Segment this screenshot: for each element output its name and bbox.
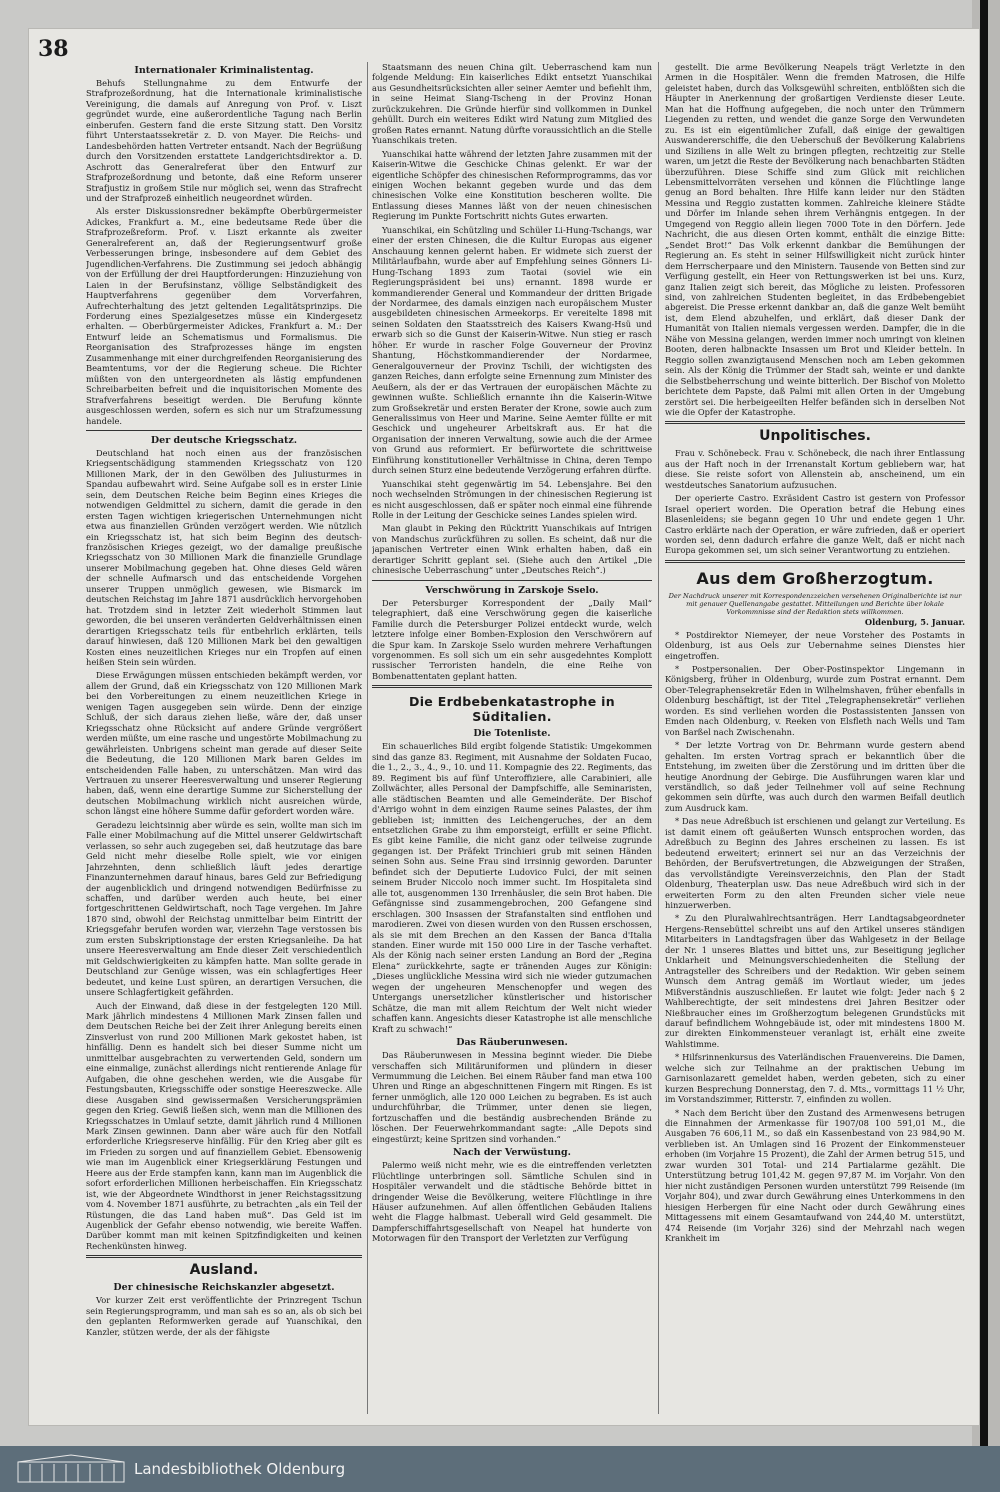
article-paragraph: Der operierte Castro. Exräsident Castro ist gestern von Professor Israel operiert worden. Die Operation betraf die Hebung eines Blasenleidens; sie begann gegen 10 Uhr und endete gegen 1 Uhr. Castro erklärte nach der Operation, er wäre zufrieden, daß er operiert worden sei, denn dadurch erfahre die ganze Welt, daß er nicht nach Europa gekommen sei, um sich seiner Verantwortung zu entziehen. [665,493,965,556]
reprint-note: Der Nachdruck unserer mit Korrespondenzzeichen versehenen Originalberichte ist nur mit genauer Quellenangabe gestattet. Mitteilungen und Berichte über lokale Vorkommnisse sind der Redaktion stets willkommen. [668,591,962,617]
divider [86,1255,362,1258]
divider [86,430,362,431]
divider [372,685,652,688]
ausland-heading: Ausland. [189,1262,259,1279]
unpolitisches-list [665,448,965,556]
article-paragraph: Der Petersburger Korrespondent der „Daily Mail“ telegraphiert, daß eine Verschwörung gegen die kaiserliche Familie durch die Petersburger Polizei entdeckt wurde, welch letztere infolge einer Bomben-Explosion den Verschwörern auf die Spur kam. In Zarskoje Sselo wurden mehrere Verhaftungen vorgenommen. Es soll sich um ein sehr ausgedehntes Komplott russischer Terroristen handeln, die eine Reihe von Bombenattentaten geplant hatten. [372,597,652,681]
article-title: Internationaler Kriminalistentag. [134,65,314,76]
article-paragraph: Yuanschikai, ein Schützling und Schüler Li-Hung-Tschangs, war einer der ersten Chinesen, die die Kultur Europas aus eigener Anschauung kennen gelernt haben. Er widmete sich zuerst der Militärlaufbahn, wurde aber auf Empfehlung seines Gönners Li-Hung-Tschang 1893 zum Taotai (soviel wie ein Regierungspräsident bei uns) ernannt. 1898 wurde er kommandierender General und Kommandeur der dritten Brigade der Nordarmee, des damals einzigen nach europäischem Muster ausgebildeten chinesischen Armeekorps. Er vereitelte 1898 mit seinen Soldaten den Staatsstreich des Kaisers Kwang-Hsü und erwarb sich so die Gunst der Kaiserin-Witwe. Nun stieg er rasch höher. Er wurde in rascher Folge Gouverneur der Provinz Shantung, Höchstkommandierender der Nordarmee, Generalgouverneur der Provinz Tschili, der wichtigsten des ganzen Reiches, dann erfolgte seine Ernennung zum Minister des Aeußern, als der er das Vertrauen der europäischen Mächte zu gewinnen wußte. Schließlich ernannte ihn die Kaiserin-Witwe zum Großsekretär und ersten Berater der Krone, sowie auch zum Generalissimus von Heer und Marine. Seine Aemter füllte er mit Geschick und ungeheurer Arbeitskraft aus. Er hat die Organisation der inneren Verwaltung, sowie auch die der Armee von Grund aus reformiert. Er befürwortete die schrittweise Einführung konstitutioneller Verhältnisse in China, deren Tempo durch seinen Sturz eine bedeutende Verzögerung erfahren dürfte. [372,224,652,476]
article-paragraph: Das Räuberunwesen in Messina beginnt wieder. Die Diebe verschaffen sich Militäruniformen und plündern in dieser Vermummung die Leichen. Bei einem Räuber fand man etwa 100 Uhren und Ringe an abgeschnittenen Fingern mit Ringen. Es ist ferner unmöglich, alle 120 000 Leichen zu begraben. Es ist auch undurchführbar, die Trümmer, unter denen sie liegen, fortzuschaffen und die beständig ausbrechenden Brände zu löschen. Der Feuerwehrkommandant sagte: „Alle Depots sind eingestürzt; keine Spritzen sind vorhanden.“ [372,1050,652,1144]
article-paragraph: * Zu den Pluralwahlrechtsanträgen. Herr Landtagsabgeordneter Hergens-Rensebüttel schreibt uns auf den Artikel unseres ständigen Mitarbeiters in Landtagsfragen über das Wahlgesetz in der Beilage der Nr. 1 unseres Blattes und bittet uns, zur Beseitigung jeglicher Unklarheit und Meinungsverschiedenheiten die Stellung der Antragsteller des Schreibers und der Redaktion. Wir geben seinem Wunsch dem Antrag gemäß im Wortlaut wieder, um jedes Mißverständnis auszuschließen. Er lautet wie folgt: Jeder nach § 2 Wahlberechtigte, der seit mindestens drei Jahren Besitzer oder Nießbraucher eines im Großherzogtum belegenen Grundstücks mit darauf befindlichem Wohngebäude ist, oder mit mindestens 1800 M. zur direkten Einkommensteuer veranlagt ist, erhält eine zweite Wahlstimme. [665,913,965,1049]
article-paragraph: Behufs Stellungnahme zu dem Entwurfe der Strafprozeßordnung, hat die Internationale kriminalistische Vereinigung, die damals auf Anregung von Prof. v. Liszt gegründet wurde, eine außerordentliche Tagung nach Berlin einberufen. Gestern fand die erste Sitzung statt. Den Vorsitz führt Unterstaatssekretär z. D. von Mayer. Die Reichs- und Landesbehörden hatten Vertreter entsandt. Nach der Begrüßung durch den Vorsitzenden erstattete Landgerichtsdirektor a. D. Aschrott das Generalreferat über den Entwurf zur Strafprozeßordnung und betonte, daß eine Reform unserer Strafjustiz in großem Stile nur möglich sei, wenn das Strafrecht und der Strafprozeß einheitlich neugeordnet würden. [86,78,362,203]
article-paragraph: Frau v. Schönebeck. Frau v. Schönebeck, die nach ihrer Entlassung aus der Haft noch in der Irrenanstalt Kortum gebliebern war, hat diese. Sie reiste sofort von Allenstein ab, anscheinend, um ein westdeutsches Sanatorium aufzusuchen. [665,448,965,490]
article-title: Das Räuberunwesen. [456,1037,568,1049]
article-paragraph: Staatsmann des neuen China gilt. Ueberraschend kam nun folgende Meldung: Ein kaiserliches Edikt entsetzt Yuanschikai aus Gesundheitsrücksichten aller seiner Aemter und befiehlt ihm, in seine Heimat Siang-Tscheng in der Provinz Honan zurückzukehren. Die Gründe hierfür sind vollkommen in Dunkel gehüllt. Durch ein weiteres Edikt wird Natung zum Mitglied des großen Rates ernannt. Natung dürfte voraussichtlich an die Stelle Yuanschikais treten. [372,62,652,146]
article-paragraph: Als erster Diskussionsredner bekämpfte Oberbürgermeister Adickes, Frankfurt a. M., eine bedeutsame Rede über die Strafprozeßreform. Prof. v. Liszt erkannte als zweiter Generalreferent an, daß der Regierungsentwurf große Verbesserungen bringe, insbesondere auf dem Gebiet des Jugendlichen-Verfahrens. Die Zustimmung sei jedoch abhängig von der Erfüllung der drei Hauptforderungen: Hinzuziehung von Laien in der Berufsinstanz, völlige Selbständigkeit des Hauptverfahrens gegenüber dem Vorverfahren, Aufrechterhaltung des jetzt geltenden Legalitätsprinzips. Die Forderung eines Spezialgesetzes müsse ein Kindergesetz erhalten. — Oberbürgermeister Adickes, Frankfurt a. M.: Der Entwurf leide an Schematismus und Formalismus. Die Reorganisation des Strafprozesses hänge im engsten Zusammenhange mit einer durchgreifenden Reorganisierung des Beamtentums, vor der die Regierung scheue. Die Richter müßten von den untergeordneten als lästig empfundenen Schreibarbeiten befreit und die inquisitorischen Momente des Strafverfahrens beseitigt werden. Die Berufung könnte ausgeschlossen werden, sofern es sich nur um Strafzumessung handele. [86,206,362,426]
scan-edge [980,0,988,1492]
article-paragraph: Vor kurzer Zeit erst veröffentlichte der Prinzregent Tschun sein Regierungsprogramm, und man sah es so an, als ob sich bei den geplanten Reformwerken gerade auf Yuanschikai, den Kanzler, stützen werde, der als der fähigste [86,1295,362,1337]
library-footer [0,1446,1000,1492]
grossherzogtum-heading: Aus dem Großherzogtum. [696,568,934,588]
article-paragraph: Diese Erwägungen müssen entschieden bekämpft werden, vor allem der Grund, daß ein Kriegsschatz von 120 Millionen Mark bei den Vorbereitungen zu einem neuzeitlichen Kriege in wenigen Tagen ausgegeben sein würde. Denn der einzige Schluß, der sich daraus ziehen ließe, wäre der, daß unser Kriegsschatz ohne Rücksicht auf andere Gründe vergrößert werden müßte, um eine rasche und ungestörte Mobilmachung zu gewährleisten. Unbrigens scheint man gerade auf dieser Seite die Bedeutung, die 120 Millionen Mark baren Geldes im entscheidenden Falle haben, zu unterschätzen. Man wird das Vertrauen zu unserer Heeresverwaltung und unserer Regierung haben, daß, wenn eine derartige Summe zur Sicherstellung der deutschen Mobilmachung wirklich nicht ausreichen würde, schon längst eine höhere Summe dafür gefordert worden wäre. [86,670,362,817]
article-paragraph: * Nach dem Bericht über den Zustand des Armenwesens betrugen die Einnahmen der Armenkasse für 1907/08 100 591,01 M., die Ausgaben 76 606,11 M., so daß ein Kassenbestand von 23 984,90 M. verblieben ist. An Umlagen sind 16 Prozent der Einkommensteuer erhoben (im Vorjahre 15 Prozent), die Zahl der Armen betrug 515, und zwar wurden 301 Total- und 214 Partialarme gezählt. Die Unterstützung betrug 101,42 M. gegen 97,87 M. im Vorjahr. Von den hier nicht zuständigen Personen wurden unterstützt 799 Reisende (im Vorjahr 804), und zwar durch Gewährung eines Unterkommens in den hiesigen Herbergen für eine Nacht oder durch Gewährung eines Mittagessens mit einem Gesamtaufwand von 244,40 M. unterstützt, 474 Reisende (im Vorjahr 326) sind der Mehrzahl nach wegen Krankheit im [665,1107,965,1244]
col1-sections [86,65,362,1251]
article-paragraph: * Das neue Adreßbuch ist erschienen und gelangt zur Verteilung. Es ist damit einem oft geäußerten Wunsch entsprochen worden, das Adreßbuch zu Beginn des Jahres erscheinen zu lassen. Es ist bedeutend erweitert; erinnert sei nur an das Verzeichnis der Behörden, der Berufsvertretungen, die Abzweigungen der Straßen, das vervollständigte Vereinsverzeichnis, den Plan der Stadt Oldenburg, Theaterplan usw. Das neue Adreßbuch wird sich in der erweiterten Form zu den alten Freunden sicher viele neue hinzuerwerben. [665,816,965,910]
article-paragraph: Yuanschikai steht gegenwärtig im 54. Lebensjahre. Bei den noch wechselnden Strömungen in der chinesischen Regierung ist es nicht ausgeschlossen, daß er später noch einmal eine führende Rolle in der Leitung der Geschicke seines Landes spielen wird. [372,478,652,521]
divider [372,580,652,581]
column-1 [86,62,362,1414]
article-paragraph: Auch der Einwand, daß diese in der festgelegten 120 Mill. Mark jährlich mindestens 4 Millionen Mark Zinsen fallen und dem Deutschen Reiche bei der Zeit ihrer Anlegung bereits einen Zinsverlust von rund 200 Millionen Mark gekostet haben, ist hinfällig. Denn es handelt sich bei dieser Summe nicht um unmittelbar ausgebrachten zu verwertenden Geld, sondern um eine einmalige, zunächst allerdings nicht rentierende Anlage für Aufgaben, die ohne geschehen werden, wie die Ausgabe für Festungsbauten, Kriegsschiffe oder sonstige Heereszwecke. Alle diese Ausgaben sind gewissermaßen Versicherungsprämien gegen den Krieg. Gewiß ließen sich, wenn man die Millionen des Kriegsschatzes in Umlauf setzte, damit jährlich rund 4 Millionen Mark Zinsen gewinnen. Dann aber wäre auch für den Notfall erforderliche Kriegsreserve hinfällig. Für den Krieg aber gilt es im Frieden zu sorgen und auf finanziellem Gebiet. Ebensowenig wie man im Augenblick einer Kriegserklärung Festungen und Heere aus der Erde stampfen kann, kann man im Augenblick die sofort erforderlichen Millionen herbeischaffen. Ein Kriegsschatz ist, wie der Abgeordnete Windthorst in jener Reichstagssitzung vom 4. November 1871 ausführte, zu betrachten „als ein Teil der Rüstungen, die das Land haben muß“. Das Geld ist im Augenblick der Gefahr ebenso notwendig, wie bereite Waffen. Darüber kommt man mit keinen Spitzfindigkeiten und keinen Rechenkünsten hinweg. [86,1000,362,1251]
divider [665,421,965,424]
dateline: Oldenburg, 5. Januar. [864,616,965,627]
article-paragraph: * Der letzte Vortrag von Dr. Behrmann wurde gestern abend gehalten. Im ersten Vortrag sprach er bekanntlich über die Entstehung, im zweiten über die Zerstörung und im dritten über die heutige Anordnung der Gebirge. Die Ausführungen waren klar und verständlich, so daß jeder Teilnehmer voll auf seine Rechnung gekommen sein dürfte, was auch durch den warmen Beifall deutlich zum Ausdruck kam. [665,740,965,813]
article-paragraph: Yuanschikai hatte während der letzten Jahre zusammen mit der Kaiserin-Witwe die Geschicke Chinas gelenkt. Er war der eigentliche Schöpfer des chinesischen Reformprogramms, das vor einigen Wochen bekannt gegeben wurde und das dem chinesischen Volke eine Konstitution bescheren wollte. Die Entlassung dieses Mannes läßt von der neuen chinesischen Regierung im Punkte Fortschritt nichts Gutes erwarten. [372,148,652,222]
article-title: Nach der Verwüstung. [453,1147,571,1159]
article-paragraph: * Hilfsrinnenkursus des Vaterländischen Frauenvereins. Die Damen, welche sich zur Teilnahme an der praktischen Uebung im Garnisonlazarett gemeldet haben, werden gebeten, sich zu einer kurzen Besprechung Donnerstag, den 7. d. Mts., vormittags 11 ½ Uhr, im Vorstandszimmer, Ritterstr. 7, einfinden zu wollen. [665,1052,965,1105]
article-paragraph: Ein schauerliches Bild ergibt folgende Statistik: Umgekommen sind das ganze 83. Regiment, mit Ausnahme der Soldaten Fucao, die 1., 2., 3., 4., 9., 10. und 11. Kompagnie des 22. Regiments, das 89. Regiment bis auf fünf Unteroffiziere, alle Carabinieri, alle Zollwächter, alles Personal der Dampfschiffe, alle Seminaristen, alle städtischen Beamten und alle Gemeinderäte. Der Bischof d'Arrigo wohnt in dem einzigen Raume seines Palastes, der ihm geblieben ist; inmitten des Leichengeruches, der an dem entsetzlichen Grabe zu ihm emporsteigt, erfüllt er seine Pflicht. Es gibt keine Familie, die nicht ganz oder teilweise zugrunde gegangen ist. Der Präfekt Trinchieri grub mit seinen Händen seinen Sohn aus. Seine Frau sind irrsinnig geworden. Darunter befindet sich der Deputierte Ludovico Fulci, der mit seinen seinem Bruder Niccolo noch immer sucht. Im Hospitaleta sind alle tot, ausgenommen 130 Irrenhäusler, die sein Brot haben. Die Gefängnisse sind zusammengebrochen, 200 Gefangene sind erschlagen. 300 Insassen der Strafanstalten sind entflohen und marodieren. Zwei von diesen wurden von den Russen erschossen, als sie mit dem Brechen an den Kassen der Banca d'Italia standen. Einer wurde mit 150 000 Lire in der Tasche verhaftet. Als der König nach seiner ersten Landung an Bord der „Regina Elena“ zurückkehrte, sagte er tränenden Auges zur Königin: „Dieses unglückliche Messina wird sich nie wieder gutzumachen wegen der ungeheuren Menschenopfer und wegen des Untergangs unersetzlicher künstlerischer und historischer Schätze, die man mit allem Reichtum der Welt nicht wieder schaffen kann. Angesichts dieser Katastrophe ist alle menschliche Kraft zu schwach!“ [372,741,652,1034]
column-rule [367,62,368,1414]
page-number: 38 [38,36,69,62]
article-title: Der chinesische Reichskanzler abgesetzt. [113,1282,335,1294]
footer-label: Landesbibliothek Oldenburg [134,1460,346,1478]
article-title: Verschwörung in Zarskoje Sselo. [425,584,599,596]
article-paragraph: Palermo weiß nicht mehr, wie es die eintreffenden verletzten Flüchtlinge unterbringen soll. Sämtliche Schulen sind in Hospitäler verwandelt und die städtische Behörde bittet in dringender Weise die Bevölkerung, weitere Flüchtlinge in ihre Häuser aufzunehmen. Auf allen öffentlichen Gebäuden Italiens weht die Flagge halbmast. Ueberall wird Geld gesammelt. Die Dampferschiffahrtsgesellschaft von Neapel hat hunderte von Motorwagen für den Transport der Verletzten zur Verfügung [372,1160,652,1244]
unpolitisches-heading: Unpolitisches. [759,428,871,445]
column-2 [372,62,652,1414]
library-building-icon [16,1454,126,1484]
column-3 [665,62,965,1414]
article-title: Der deutsche Kriegsschatz. [150,434,298,446]
article-paragraph: gestellt. Die arme Bevölkerung Neapels trägt Verletzte in den Armen in die Hospitäler. Wenn die fremden Matrosen, die Hilfe geleistet haben, durch das Volksgewühl schreiten, entblößten sich die Häupter in Anerkennung der großartigen Verdienste dieser Leute. Man hat die Hoffnung aufgegeben, die noch unter den Trümmern Liegenden zu retten, und wendet die ganze Sorge den Verwundeten zu. Es ist ein eigentümlicher Zufall, daß einige der gewaltigen Auswandererschiffe, die den Ueberschuß der Bevölkerung Kalabriens und Siziliens in alle Welt zu bringen pflegten, rechtzeitig zur Stelle waren, um jetzt die Reste der Bevölkerung nach benachbarten Städten überzuführen. Diese Schiffe sind zum Glück mit reichlichen Lebensmittelvorräten versehen und können die Flüchtlinge lange genug an Bord behalten. Ihre Hilfe kann leider nur den Städten Messina und Reggio zustatten kommen. Zahlreiche kleinere Städte und Dörfer im Inlande sehen ihrem Verhängnis entgegen. In der Umgegend von Reggio allein liegen 7000 Tote in den Dörfern. Jede Nachricht, die aus diesen Orten kommt, enthält die einzige Bitte: „Sendet Brot!“ Das Volk erkennt dankbar die Bemühungen der Regierung an. Es steht in seiner Hilfswilligkeit nicht zurück hinter dem Herrscherpaare und den Ministern. Tausende von Betten sind zur Verfügung gestellt, ein Heer von Rettungswerken ist bei uns. Kurz, ganz Italien zeigt sich bereit, das Mögliche zu leisten. Professoren sind, von zahlreichen Studenten begleitet, in das Erdbebengebiet abgereist. Die Presse erkennt dankbar an, daß die ganze Welt bemüht ist, dem Elend abzuhelfen, und erklärt, daß dieser Dank der Humanität von Italien niemals vergessen werden. Dampfer, die in die Nähe von Messina gelangen, werden immer noch umringt von kleinen Booten, deren halbnackte Insassen um Brot und Kleider betteln. In Reggio sollen zwanzigtausend Menschen noch am Leben gekommen sein. Als der König die Trümmer der Stadt sah, weinte er und dankte die Selbstbeherrschung und weinte bitterlich. Der Bischof von Moletto berichtete dem Papste, daß Palmi mit allen Orten in der Umgebung zerstört sei. Die herbeigeeilten Helfer befänden sich in derselben Not wie die Opfer der Katastrophe. [665,62,965,417]
erdbeben-heading: Die Erdbebenkatastrophe in Süditalien. [409,694,615,725]
article-paragraph: * Postpersonalien. Der Ober-Postinspektor Lingemann in Königsberg, früher in Oldenburg, wurde zum Postrat ernannt. Dem Ober-Telegraphensekretär Eden in Wilhelmshaven, früher ebenfalls in Oldenburg beschäftigt, ist der Titel „Telegraphensekretär“ verliehen worden. Es sind verliehen worden die Postassistenten Janssen von Emden nach Oldenburg, v. Reeken von Elsfleth nach Wells und Tam von Barßel nach Zwischenahn. [665,664,965,737]
column-rule [658,62,659,1414]
article-paragraph: * Postdirektor Niemeyer, der neue Vorsteher des Postamts in Oldenburg, ist aus Oels zur Uebernahme seines Dienstes hier eingetroffen. [665,629,965,661]
china-article [372,62,652,576]
article-title: Die Totenliste. [473,728,551,740]
divider [665,560,965,563]
article-paragraph: Deutschland hat noch einen aus der französischen Kriegsentschädigung stammenden Kriegsschatz von 120 Millionen Mark, der in den Gewölben des Juliusturmes in Spandau aufbewahrt wird. Seine Aufgabe soll es in erster Linie sein, dem Deutschen Reiche beim Beginn eines Krieges die notwendigen Geldmittel zu sichern, damit die gerade in den ersten Tagen wichtigen kriegerischen Unternehmungen nicht etwa aus finanziellen Gründen verzögert werden. Wie nützlich ein Kriegsschatz ist, hat sich beim Beginn des deutsch-französischen Krieges gezeigt, wo der damalige preußische Kriegsschatz von 30 Millionen Mark die finanzielle Grundlage unserer Mobilmachung gegeben hat. Ohne dieses Geld wären der schnelle Aufmarsch und das entscheidende Vorgehen unserer Truppen unmöglich gewesen, wie Bismarck im deutschen Reichstag im Jahre 1871 ausdrücklich hervorgehoben hat. Trotzdem sind in letzter Zeit wiederholt Stimmen laut geworden, die bei unseren veränderten Geldverhältnissen einen derartigen Kriegsschatz teils für entbehrlich erklärten, teils darauf hinwiesen, daß 120 Millionen Mark bei den gewaltigen Kosten eines neuzeitlichen Krieges nur ein Tropfen auf einen heißen Stein sein würden. [86,447,362,668]
grossherzogtum-list [665,630,965,1244]
newspaper-page [28,28,980,1426]
article-paragraph: Geradezu leichtsinnig aber würde es sein, wollte man sich im Falle einer Mobilmachung auf die Mittel unserer Geldwirtschaft verlassen, so sehr auch zugegeben sei, daß heutzutage das bare Geld nicht mehr dieselbe Rolle spielt, wie vor einigen Jahrzehnten, denn schließlich läuft jedes derartige Finanzunternehmen darauf hinaus, bares Geld zur Befriedigung der augenblicklich und dringend notwendigen Bedürfnisse zu schaffen, und darüber werden auch heute, bei einer fortgeschrittenen Geldwirtschaft, noch Tage vergehen. Im Jahre 1870 sind, obwohl der Reichstag unmittelbar beim Eintritt der Kriegsgefahr berufen worden war, vierzehn Tage verstossen bis zum ersten Subskriptionstage der ersten Kriegsanleihe. Da hat unsere Heeresverwaltung am Ende dieser Zeit verschiedentlich mit Geldschwierigkeiten zu kämpfen hatte. Man sollte gerade in Deutschland zur Genüge wissen, was ein schlagfertiges Heer bedeutet, und keine Lust spüren, an derartigen Versuchen, die unsere Schlagfertigkeit gefährden. [86,819,362,998]
article-paragraph: Man glaubt in Peking den Rücktritt Yuanschikais auf Intrigen von Mandschus zurückführen zu sollen. Es scheint, daß nur die japanischen Vertreter einen Wink erhalten haben, daß ein derartiger Schritt geplant sei. (Siehe auch den Artikel „Die chinesische Ueberraschung“ unter „Deutsches Reich“.) [372,523,652,576]
erdbeben-continuation [665,62,965,417]
